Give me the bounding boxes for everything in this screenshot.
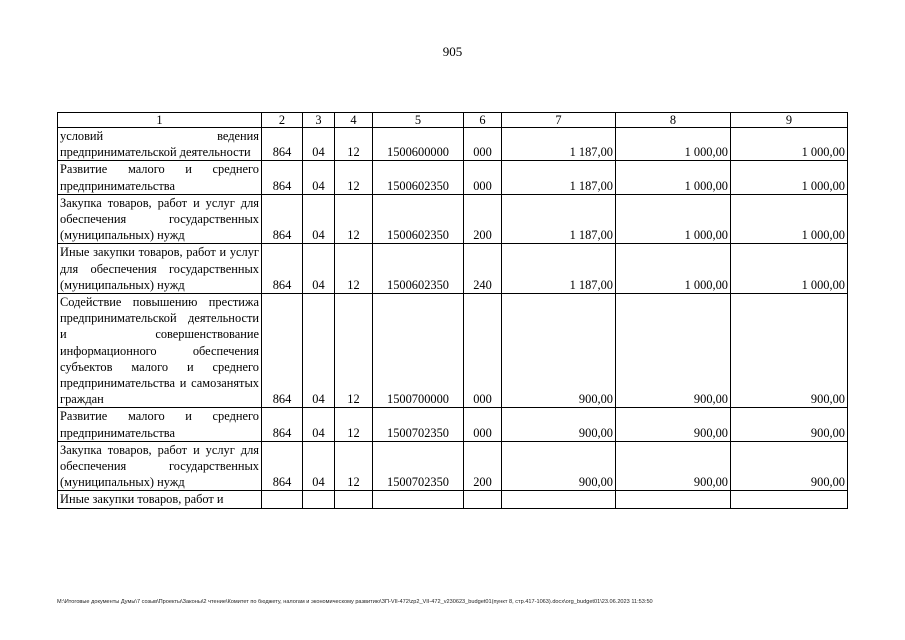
row-name: Иные закупки товаров, работ и (58, 491, 262, 508)
amount-col-7: 1 187,00 (502, 128, 616, 161)
table-row (58, 491, 848, 508)
amount-col-7: 1 187,00 (502, 161, 616, 194)
table-row (58, 294, 848, 408)
section-code: 04 (303, 294, 335, 408)
column-header-8: 8 (616, 113, 731, 128)
row-name: Закупка товаров, работ и услуг для обеспечения государственных (муниципальных) нужд (58, 194, 262, 244)
row-name: Иные закупки товаров, работ и услуг для обеспечения государственных (муниципальных) нужд (58, 244, 262, 294)
expense-type-code (464, 491, 502, 508)
section-code: 04 (303, 244, 335, 294)
amount-col-7 (502, 491, 616, 508)
column-header-7: 7 (502, 113, 616, 128)
amount-col-8: 1 000,00 (616, 244, 731, 294)
amount-col-8: 1 000,00 (616, 128, 731, 161)
table-row (58, 441, 848, 491)
grbs-code: 864 (262, 161, 303, 194)
grbs-code: 864 (262, 128, 303, 161)
grbs-code: 864 (262, 244, 303, 294)
target-article-code (373, 491, 464, 508)
target-article-code: 1500602350 (373, 194, 464, 244)
page-number: 905 (442, 44, 463, 59)
grbs-code: 864 (262, 194, 303, 244)
subsection-code: 12 (335, 161, 373, 194)
subsection-code: 12 (335, 294, 373, 408)
amount-col-8: 900,00 (616, 408, 731, 441)
target-article-code: 1500700000 (373, 294, 464, 408)
expense-type-code: 000 (464, 161, 502, 194)
subsection-code: 12 (335, 244, 373, 294)
subsection-code: 12 (335, 408, 373, 441)
column-header-4: 4 (335, 113, 373, 128)
table-row (58, 408, 848, 441)
column-header-1: 1 (58, 113, 262, 128)
grbs-code: 864 (262, 441, 303, 491)
section-code: 04 (303, 128, 335, 161)
expense-type-code: 200 (464, 194, 502, 244)
expense-type-code: 200 (464, 441, 502, 491)
expense-type-code: 240 (464, 244, 502, 294)
expense-type-code: 000 (464, 408, 502, 441)
amount-col-7: 1 187,00 (502, 244, 616, 294)
budget-table (57, 112, 848, 509)
amount-col-8 (616, 491, 731, 508)
amount-col-9: 1 000,00 (731, 244, 848, 294)
amount-col-9: 1 000,00 (731, 161, 848, 194)
column-header-5: 5 (373, 113, 464, 128)
amount-col-8: 900,00 (616, 441, 731, 491)
amount-col-9: 900,00 (731, 441, 848, 491)
amount-col-9: 1 000,00 (731, 128, 848, 161)
subsection-code: 12 (335, 194, 373, 244)
amount-col-8: 1 000,00 (616, 161, 731, 194)
target-article-code: 1500702350 (373, 408, 464, 441)
subsection-code: 12 (335, 128, 373, 161)
document-file-path: M:\Итоговые документы Думы\7 созыв\Проекты\Законы\2 чтение\Комитет по бюджету, налогам и экономическому развитию\ЗП-VII-472\zp2_VII-472_v230623_budget01(пункт 8, стр.417-1063).docx\org_budget01\23.06.2023 11:53:50 (57, 599, 653, 605)
section-code: 04 (303, 161, 335, 194)
target-article-code: 1500602350 (373, 244, 464, 294)
section-code: 04 (303, 408, 335, 441)
subsection-code: 12 (335, 441, 373, 491)
section-code: 04 (303, 194, 335, 244)
section-code (303, 491, 335, 508)
expense-type-code: 000 (464, 128, 502, 161)
table-row (58, 194, 848, 244)
grbs-code: 864 (262, 408, 303, 441)
amount-col-9 (731, 491, 848, 508)
column-header-3: 3 (303, 113, 335, 128)
table-row (58, 244, 848, 294)
table-header-row (58, 113, 848, 128)
column-header-9: 9 (731, 113, 848, 128)
subsection-code (335, 491, 373, 508)
amount-col-8: 900,00 (616, 294, 731, 408)
amount-col-9: 900,00 (731, 408, 848, 441)
table-row (58, 128, 848, 161)
amount-col-7: 900,00 (502, 441, 616, 491)
amount-col-7: 900,00 (502, 408, 616, 441)
grbs-code (262, 491, 303, 508)
target-article-code: 1500602350 (373, 161, 464, 194)
table-row (58, 161, 848, 194)
column-header-2: 2 (262, 113, 303, 128)
target-article-code: 1500600000 (373, 128, 464, 161)
row-name: условий ведения предпринимательской деятельности (58, 128, 262, 161)
amount-col-7: 900,00 (502, 294, 616, 408)
amount-col-8: 1 000,00 (616, 194, 731, 244)
grbs-code: 864 (262, 294, 303, 408)
section-code: 04 (303, 441, 335, 491)
amount-col-7: 1 187,00 (502, 194, 616, 244)
expense-type-code: 000 (464, 294, 502, 408)
row-name: Закупка товаров, работ и услуг для обеспечения государственных (муниципальных) нужд (58, 441, 262, 491)
row-name: Развитие малого и среднего предпринимательства (58, 161, 262, 194)
amount-col-9: 900,00 (731, 294, 848, 408)
column-header-6: 6 (464, 113, 502, 128)
amount-col-9: 1 000,00 (731, 194, 848, 244)
row-name: Содействие повышению престижа предпринимательской деятельности и совершенствование информационного обеспечения субъектов малого и среднего предпринимательства и самозанятых граждан (58, 294, 262, 408)
row-name: Развитие малого и среднего предпринимательства (58, 408, 262, 441)
target-article-code: 1500702350 (373, 441, 464, 491)
